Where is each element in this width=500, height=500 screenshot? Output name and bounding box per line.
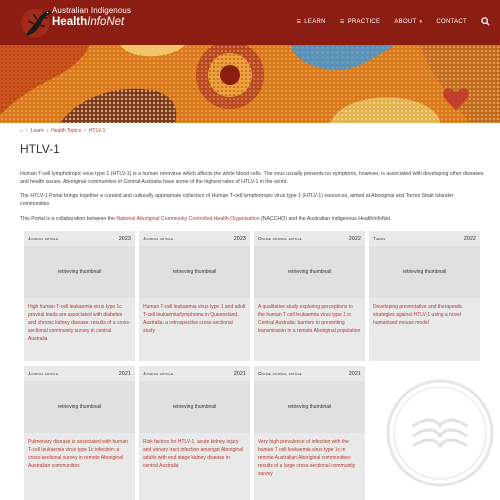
card-type: Online journal article — [258, 236, 302, 241]
intro-p3-before: This Portal is a collaboration between the — [20, 216, 117, 222]
card-year: 2022 — [463, 235, 476, 242]
resource-card[interactable] — [254, 366, 365, 500]
resource-card[interactable] — [254, 231, 365, 361]
card-header — [139, 366, 250, 381]
intro-paragraph-3 — [20, 215, 484, 223]
card-year: 2021 — [118, 370, 131, 377]
thumbnail-placeholder: retrieving thumbnail — [172, 269, 217, 275]
card-thumbnail[interactable] — [369, 246, 480, 298]
nav-learn-label: LEARN — [304, 18, 326, 25]
card-title[interactable]: High human T-cell leukaemia virus type 1c proviral loads are associated with diabetes and chronic kidney disease: results of a cross-sectional community survey in central Australia — [28, 304, 131, 342]
intro-paragraph-2: The HTLV-1 Portal brings together a curated and culturally appropriate collection of Human T-cell lymphotropic virus type 1 (HTLV-1) resources, aimed at Aboriginal and Torres Strait Islander communities. — [20, 193, 454, 207]
watermark-emblem-icon — [385, 378, 495, 488]
brand-main-text: Health — [52, 16, 88, 28]
nav-practice-label: PRACTICE — [347, 18, 381, 25]
card-year: 2021 — [348, 370, 361, 377]
nav-contact-label: CONTACT — [436, 18, 467, 25]
card-type: Journal article — [28, 371, 59, 376]
card-header — [369, 231, 480, 246]
breadcrumb — [20, 128, 105, 134]
thumbnail-placeholder: retrieving thumbnail — [287, 269, 332, 275]
resource-card[interactable] — [24, 366, 135, 500]
card-type: Thesis — [373, 236, 386, 241]
card-year: 2023 — [118, 235, 131, 242]
breadcrumb-learn[interactable]: Learn — [30, 128, 44, 134]
card-title[interactable]: Risk factors for HTLV-1, acute kidney injury and urinary tract infection amongst Aboriginal adults with end stage kidney disease in central Australia — [143, 439, 244, 469]
nav-learn[interactable] — [297, 19, 326, 25]
card-type: Journal article — [143, 236, 174, 241]
nav-about[interactable] — [394, 19, 422, 25]
brand-top-line: Australian Indigenous — [52, 6, 132, 15]
hamburger-icon: ☰ — [296, 18, 302, 25]
main-nav — [297, 17, 491, 26]
page-title: HTLV-1 — [20, 142, 60, 156]
thumbnail-placeholder: retrieving thumbnail — [402, 269, 447, 275]
card-type: Journal article — [28, 236, 59, 241]
site-header — [0, 0, 500, 45]
breadcrumb-health-topics[interactable]: Health Topics — [51, 128, 82, 134]
card-title[interactable]: Developing preventative and therapeutic strategies against HTLV-1 using a novel humanised mouse model — [373, 304, 463, 326]
card-header — [24, 366, 135, 381]
card-title[interactable]: Pulmonary disease is associated with human T-cell leukaemia virus type 1c infection: a cross-sectional survey in remote Aboriginal Australian communities — [28, 439, 128, 469]
card-title[interactable]: A qualitative study exploring perceptions to the human T cell leukaemia virus type 1 in Central Australia: barriers to preventing transmission in a remote Aboriginal population — [258, 304, 361, 334]
chevron-down-icon: ▾ — [419, 18, 423, 25]
intro-p3-after: (NACCHO) and the Australian Indigenous HealthInfoNet. — [259, 216, 392, 222]
card-year: 2022 — [348, 235, 361, 242]
card-header — [254, 231, 365, 246]
thumbnail-placeholder: retrieving thumbnail — [57, 404, 102, 410]
breadcrumb-separator: › — [84, 128, 86, 134]
home-icon[interactable]: ⌂ — [20, 128, 24, 134]
thumbnail-placeholder: retrieving thumbnail — [57, 269, 102, 275]
card-thumbnail[interactable] — [24, 381, 135, 433]
card-title[interactable]: Very high prevalence of infection with the human T cell leukaemia virus type 1c in remote Australian Aboriginal communities: results of a large cross-sectional community survey — [258, 439, 356, 477]
card-year: 2023 — [233, 235, 246, 242]
brand-name[interactable] — [52, 7, 131, 29]
card-type: Journal article — [143, 371, 174, 376]
brand-main-italic: InfoNet — [87, 16, 125, 28]
card-header — [139, 231, 250, 246]
breadcrumb-separator: › — [46, 128, 49, 134]
card-thumbnail[interactable] — [139, 381, 250, 433]
naccho-link[interactable]: National Aboriginal Community Controlled Health Organisation — [116, 216, 260, 222]
card-year: 2021 — [233, 370, 246, 377]
nav-contact[interactable] — [436, 19, 467, 25]
nav-practice[interactable] — [340, 19, 381, 25]
card-thumbnail[interactable] — [254, 381, 365, 433]
thumbnail-placeholder: retrieving thumbnail — [287, 404, 332, 410]
thumbnail-placeholder: retrieving thumbnail — [172, 404, 217, 410]
breadcrumb-separator: › — [26, 128, 28, 134]
resource-card[interactable] — [139, 231, 250, 361]
aboriginal-art-banner — [0, 45, 500, 123]
banner-artwork — [0, 45, 500, 123]
breadcrumb-current: HTLV-1 — [88, 128, 106, 134]
resource-card[interactable] — [369, 231, 480, 361]
intro-paragraph-1: Human T-cell lymphotropic virus type 1 (HTLV-1) is a human retrovirus which affects the white blood cells. The virus usually presents no symptoms, however, is associated with developing other diseases and health issues. Aboriginal communities in Central Australia have some of the highest rates of HTLV-1 in the world. — [20, 171, 484, 185]
card-title[interactable]: Human T-cell leukaemia virus type 1 and adult T-cell leukaemia/lymphoma in Queensland, Australia: a retrospective cross-sectional study — [143, 304, 246, 334]
hamburger-icon: ☰ — [339, 18, 345, 25]
card-type: Online journal article — [258, 371, 302, 376]
card-thumbnail[interactable] — [24, 246, 135, 298]
resource-card[interactable] — [139, 366, 250, 500]
card-header — [254, 366, 365, 381]
brand-main-line — [52, 17, 131, 29]
card-header — [24, 231, 135, 246]
search-icon[interactable] — [481, 17, 490, 26]
card-thumbnail[interactable] — [254, 246, 365, 298]
card-thumbnail[interactable] — [139, 246, 250, 298]
nav-about-label: ABOUT — [394, 18, 417, 25]
resource-card[interactable] — [24, 231, 135, 361]
